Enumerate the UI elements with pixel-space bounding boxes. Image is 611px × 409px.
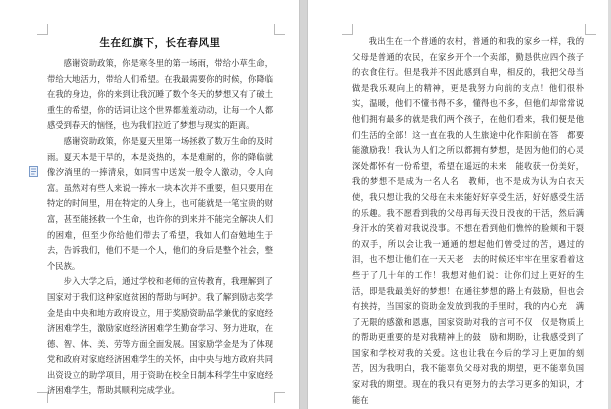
- paragraph-2: 感谢资助政策，你是夏天里第一场拯救了数万生命的及时雨。夏天本是干旱的，本是炎热的，本是难耐的，你的降临就像汐淌里的一捧清泉，如同雪中送炭一般令人激动，令人向富。虽然对有些人来说一捧水一块本次并不重要，但只要用在特定的时间里，用在特定的人身上，也可能就是一笔宝贵的财富，甚至能拯救一个生命，也许你的到来并不能完全解决人们的困难，但至少你给他们带去了希望，我如人们奋勉地生于去，告诉我们，他们不是一个人，他们的身后是整个社会，整个民族。: [47, 135, 273, 271]
- crop-mark-top-right: [274, 24, 285, 35]
- paragraph-3: 步入大学之后，通过学校和老师的宣传教育，我理解到了国家对于我们这种家庭贫困的帮助与呵护。我了解到励志奖学金是由中央和地方政府设立，用于奖励资助品学兼优的家庭经济困难学生，激励家庭经济困难学生勤奋学习、努力进取，在德、智、体、美、劳等方面全面发展。国家励学金是为了体现党和政府对家庭经济困难学生的关怀，由中央与地方政府共同出资设立的助学项目，用于资助在校全日制本科学生中家庭经济困难学生，帮助其顺利完成学业。: [47, 276, 273, 396]
- paragraph-1: 感谢资助政策，你是寒冬里的第一场雨，带给小草生命，带给大地活力，带给人们希望。在我最需要你的时候，你降临在我的身边，你的来到让我沉睡了数个冬天的梦想又有了破土重生的希望，你的话词让这个世界都羞羞动动，让每一个人都感受到春天的恼怪，也为我们拉近了梦想与现实的距离。: [47, 58, 273, 131]
- page-body-left[interactable]: [47, 34, 273, 399]
- document-page-right[interactable]: [308, 0, 611, 409]
- document-title: 生在红旗下，长在春风里: [99, 37, 221, 49]
- paragraph-4: 我出生在一个普通的农村，普通的和我的家乡一样，我的父母是普通的农民，在家乡开个一个卖部，勤恳供应四个孩子的衣食住行。但是我并不因此感到自卑，相反的，我把父母当做是我乐观向上的精神，更是我努力向前的支点！他们很朴实，温暖，他们不懂书得不多，懂得也不多，但他们却常常说他们拥有最多的就是我们两个孩子，在他们看来，我们便是他们生活的全部！这一直在我的人生旅途中化作阳前在答 都要能激励我！我认为人们之所以都拥有梦想，是因为他们的心灵深处都怀有一份希望，希望在遥远的未来 能收获一份美好，我的梦想不是成为一名人名 教师，也不是成为认为白衣天使，我只想让我的父母在未来能好好享受生活，好好感受生活的乐趣。我不愿看到我的父母再每天没日没夜的干活，然后满身汗水的笑着对我说没事。不想在看到他们憔悴的脸颊和干裂的双手，所以会让我一通通的想起他们曾受过的苦，遇过的泪，也不想让他们在一天天老 去的时候还牢牢在里家看着这些于了几十年的工作！我想对他们说：让你们过上更好的生活，即是我最美好的梦想！在通往梦想的路上有鼓励，但也会有挟持，当国家的资助金发放到我的手里时，我的内心充 满了无限的感激和恩惠，国家资助对我的言可不仅 仅是物质上的帮助更重要的是对我精神上的鼓 励和期盼，让我感受到了国家和学校对我的关爱。这也让我在今后的学习上更加的刻苦，因为我明白，我不能辜负父母对我的期望，更不能辜负国家对我的期望。现在的我只有更努力的去学习更多的知识，才能在: [352, 36, 584, 405]
- crop-mark-bottom-right: [274, 392, 285, 403]
- crop-mark-top-right: [585, 24, 596, 35]
- document-page-left[interactable]: [0, 0, 299, 409]
- page-body-right[interactable]: [352, 34, 584, 408]
- page-gap-divider: [299, 0, 308, 409]
- paragraph-layout-icon[interactable]: [29, 162, 38, 173]
